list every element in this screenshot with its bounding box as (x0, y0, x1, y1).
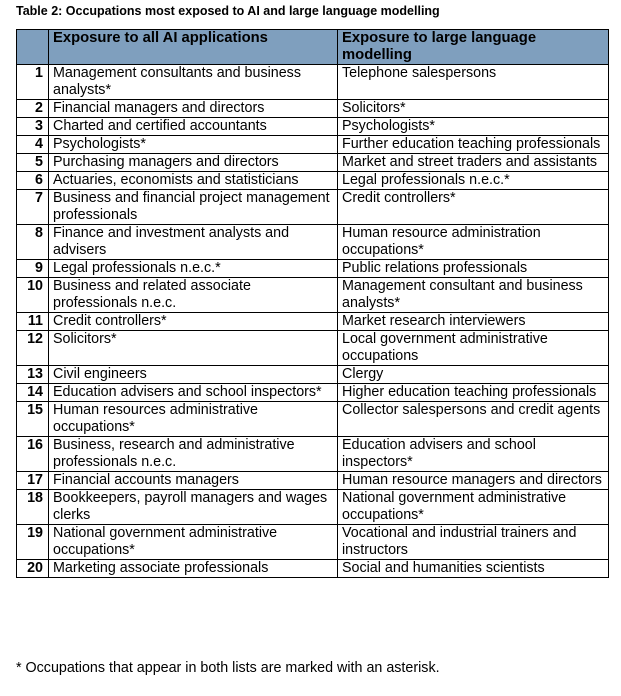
rank-cell: 15 (17, 402, 49, 437)
table-row (17, 190, 609, 225)
llm-cell: Higher education teaching professionals (338, 384, 609, 402)
rank-cell: 1 (17, 65, 49, 100)
llm-cell: Clergy (338, 366, 609, 384)
table-row (17, 172, 609, 190)
llm-cell: Solicitors* (338, 100, 609, 118)
llm-cell: Legal professionals n.e.c.* (338, 172, 609, 190)
all-ai-cell: Education advisers and school inspectors* (49, 384, 338, 402)
table-row (17, 65, 609, 100)
rank-cell: 7 (17, 190, 49, 225)
all-ai-cell: Financial accounts managers (49, 472, 338, 490)
table-row (17, 154, 609, 172)
table-row (17, 366, 609, 384)
llm-cell: Telephone salespersons (338, 65, 609, 100)
llm-cell: Collector salespersons and credit agents (338, 402, 609, 437)
rank-cell: 11 (17, 313, 49, 331)
all-ai-cell: Human resources administrative occupations* (49, 402, 338, 437)
table-row (17, 472, 609, 490)
table-row (17, 402, 609, 437)
all-ai-cell: Psychologists* (49, 136, 338, 154)
all-ai-cell: Legal professionals n.e.c.* (49, 260, 338, 278)
table-row (17, 490, 609, 525)
rank-cell: 10 (17, 278, 49, 313)
table-row (17, 437, 609, 472)
table-row (17, 100, 609, 118)
header-rank (17, 30, 49, 65)
rank-cell: 12 (17, 331, 49, 366)
table-title: Table 2: Occupations most exposed to AI and large language modelling (16, 4, 440, 18)
rank-cell: 5 (17, 154, 49, 172)
llm-cell: Social and humanities scientists (338, 560, 609, 578)
table-row (17, 331, 609, 366)
llm-cell: Psychologists* (338, 118, 609, 136)
table-row (17, 260, 609, 278)
all-ai-cell: Actuaries, economists and statisticians (49, 172, 338, 190)
table-row (17, 225, 609, 260)
llm-cell: Human resource administration occupations* (338, 225, 609, 260)
rank-cell: 6 (17, 172, 49, 190)
rank-cell: 16 (17, 437, 49, 472)
header-llm: Exposure to large language modelling (338, 30, 609, 65)
rank-cell: 2 (17, 100, 49, 118)
table-header-row (17, 30, 609, 65)
llm-cell: Education advisers and school inspectors* (338, 437, 609, 472)
all-ai-cell: Business and financial project management professionals (49, 190, 338, 225)
llm-cell: Market and street traders and assistants (338, 154, 609, 172)
all-ai-cell: Civil engineers (49, 366, 338, 384)
all-ai-cell: Charted and certified accountants (49, 118, 338, 136)
rank-cell: 8 (17, 225, 49, 260)
all-ai-cell: Purchasing managers and directors (49, 154, 338, 172)
rank-cell: 20 (17, 560, 49, 578)
table-row (17, 525, 609, 560)
table-row (17, 384, 609, 402)
all-ai-cell: Financial managers and directors (49, 100, 338, 118)
all-ai-cell: Bookkeepers, payroll managers and wages clerks (49, 490, 338, 525)
rank-cell: 3 (17, 118, 49, 136)
rank-cell: 4 (17, 136, 49, 154)
table-row (17, 278, 609, 313)
llm-cell: Further education teaching professionals (338, 136, 609, 154)
rank-cell: 13 (17, 366, 49, 384)
llm-cell: Public relations professionals (338, 260, 609, 278)
llm-cell: Vocational and industrial trainers and instructors (338, 525, 609, 560)
table-row (17, 136, 609, 154)
all-ai-cell: Finance and investment analysts and advisers (49, 225, 338, 260)
llm-cell: National government administrative occupations* (338, 490, 609, 525)
all-ai-cell: Solicitors* (49, 331, 338, 366)
all-ai-cell: National government administrative occupations* (49, 525, 338, 560)
all-ai-cell: Marketing associate professionals (49, 560, 338, 578)
all-ai-cell: Business, research and administrative professionals n.e.c. (49, 437, 338, 472)
rank-cell: 18 (17, 490, 49, 525)
all-ai-cell: Credit controllers* (49, 313, 338, 331)
rank-cell: 17 (17, 472, 49, 490)
footnote: * Occupations that appear in both lists are marked with an asterisk. (16, 660, 440, 676)
all-ai-cell: Business and related associate professionals n.e.c. (49, 278, 338, 313)
llm-cell: Local government administrative occupations (338, 331, 609, 366)
header-all-ai: Exposure to all AI applications (49, 30, 338, 65)
table-row (17, 313, 609, 331)
llm-cell: Management consultant and business analysts* (338, 278, 609, 313)
rank-cell: 14 (17, 384, 49, 402)
llm-cell: Human resource managers and directors (338, 472, 609, 490)
llm-cell: Credit controllers* (338, 190, 609, 225)
rank-cell: 19 (17, 525, 49, 560)
table-row (17, 560, 609, 578)
all-ai-cell: Management consultants and business analysts* (49, 65, 338, 100)
occupations-table (16, 29, 609, 578)
llm-cell: Market research interviewers (338, 313, 609, 331)
rank-cell: 9 (17, 260, 49, 278)
table-row (17, 118, 609, 136)
